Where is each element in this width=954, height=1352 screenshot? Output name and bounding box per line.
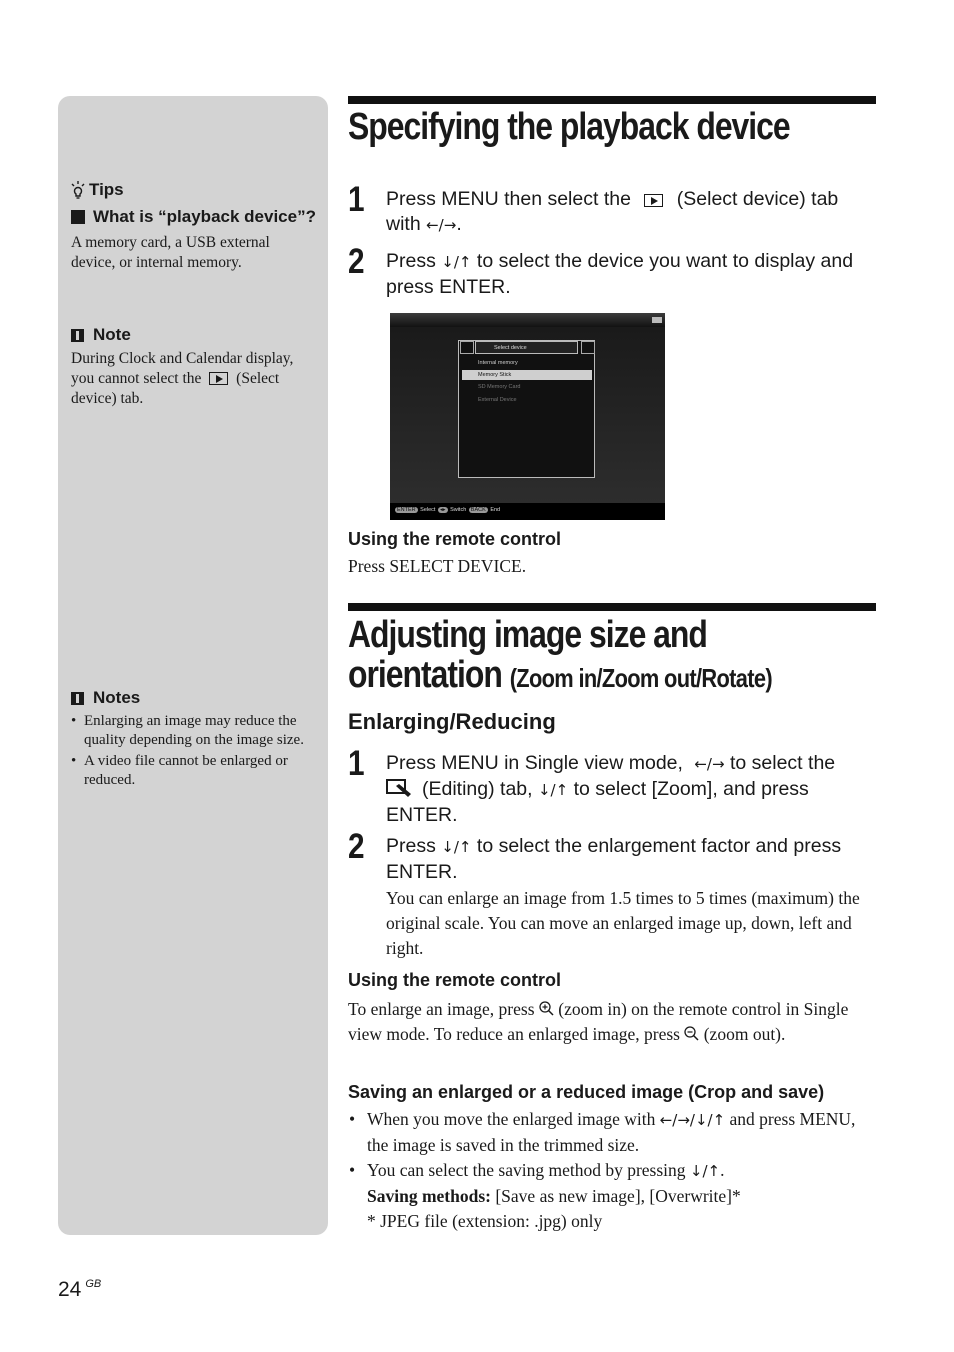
saving-methods-values: [Save as new image], [Overwrite]* [495, 1186, 741, 1206]
settings-tab-icon [581, 341, 595, 354]
left-right-arrows-icon: ←/→ [426, 216, 457, 234]
note-text-before: During Clock and Calendar display, you cannot select the [71, 350, 294, 387]
page-number [58, 1278, 101, 1302]
step-number: 1 [348, 180, 365, 219]
step-text-b: to select the device you want to display and press ENTER. [386, 250, 854, 298]
step-2-playback [348, 244, 876, 300]
remote-heading-1: Using the remote control [348, 529, 562, 549]
screen-item-internal: Internal memory [478, 360, 518, 366]
tips-block [71, 180, 316, 273]
bullet2-text-a: You can select the saving method by pressing [367, 1160, 686, 1180]
remote-text-a: To enlarge an image, press [348, 999, 535, 1019]
note-text [71, 349, 316, 409]
tips-question [71, 206, 316, 228]
enlarging-heading: Enlarging/Reducing [348, 709, 556, 734]
step-1-playback [348, 182, 876, 238]
notes-list [71, 712, 316, 789]
select-device-icon [209, 372, 228, 385]
note-heading-label: Note [93, 325, 131, 344]
step-text [386, 182, 876, 238]
notes-block [71, 688, 316, 792]
down-up-arrows-icon: ↓/↑ [441, 838, 472, 856]
step-text-c: (Editing) tab, [422, 778, 533, 800]
notes-heading [71, 688, 316, 708]
step-text [386, 829, 876, 885]
remote-heading-2: Using the remote control [348, 970, 562, 990]
down-up-arrows-icon: ↓/↑ [441, 253, 472, 271]
step-text [386, 244, 876, 300]
note-heading [71, 325, 316, 345]
list-item [348, 1107, 873, 1158]
tips-heading [71, 180, 316, 200]
step-number: 2 [348, 242, 365, 281]
section-title-zoom-line2 [348, 654, 772, 699]
list-item [348, 1158, 873, 1234]
tips-heading-label: Tips [89, 180, 124, 199]
down-up-arrows-icon: ↓/↑ [689, 1162, 721, 1180]
step-text-a: Press [386, 835, 436, 857]
step-text-b: (Select device) tab with [386, 188, 839, 235]
step-text-a: Press MENU in Single view mode, [386, 752, 683, 774]
screen-item-memory-stick: Memory Stick [462, 370, 592, 380]
edit-tab-icon [460, 341, 474, 354]
down-up-arrows-icon: ↓/↑ [537, 781, 569, 799]
screen-footer [394, 507, 500, 513]
note-icon [71, 329, 84, 342]
bullet2-text-end: . [720, 1160, 725, 1180]
footer-end: End [490, 507, 501, 513]
step-number: 1 [348, 744, 365, 783]
enter-key: ENTER [397, 507, 416, 513]
title-line2: orientation [348, 654, 502, 696]
editing-tab-icon [386, 779, 412, 799]
sidebar-panel [58, 96, 328, 1235]
step-description: You can enlarge an image from 1.5 times to 5 times (maximum) the original scale. You can move an enlarged image up, down, left and right. [386, 888, 860, 958]
zoom-out-icon [684, 1026, 699, 1041]
zoom-in-icon [539, 1001, 554, 1016]
section-title-playback: Specifying the playback device [348, 106, 790, 148]
step-number: 2 [348, 827, 365, 866]
page-number-value: 24 [58, 1278, 82, 1301]
square-bullet-icon [71, 210, 85, 224]
note-text-after: (Select device) tab. [71, 370, 280, 407]
crop-bullets [348, 1107, 873, 1234]
footer-switch: Switch [450, 507, 467, 513]
device-screen-image [390, 313, 665, 520]
step-text-a: Press MENU then select the [386, 188, 631, 210]
battery-icon [652, 317, 662, 323]
crop-heading: Saving an enlarged or a reduced image (Crop and save) [348, 1082, 825, 1102]
screen-item-external: External Device [478, 397, 517, 403]
page-suffix: GB [85, 1278, 102, 1290]
screen-top-bar [390, 313, 665, 327]
step-text-d: to select [Zoom], and press ENTER. [386, 778, 809, 826]
bullet1-text-a: When you move the enlarged image with [367, 1109, 656, 1129]
four-way-arrows-icon: ←/→/↓/↑ [659, 1111, 726, 1129]
remote-text-c: (zoom out). [703, 1024, 786, 1044]
remote-text-1: Press SELECT DEVICE. [348, 556, 527, 576]
notes-heading-label: Notes [93, 688, 141, 707]
tips-question-text: What is “playback device”? [93, 207, 316, 226]
remote-text-b: (zoom in) on the remote control in Single view mode. To reduce an enlarged image, press [348, 999, 849, 1044]
switch-key-icon: ◂▸ [440, 507, 446, 513]
section-rule [348, 603, 876, 611]
section-title-zoom-line1: Adjusting image size and [348, 614, 707, 656]
note-block [71, 325, 316, 409]
select-device-tab [475, 341, 578, 354]
section-rule [348, 96, 876, 104]
list-item: • Enlarging an image may reduce the quality depending on the image size. [71, 712, 316, 749]
saving-methods-label: Saving methods: [367, 1186, 491, 1206]
remote-text-2 [348, 997, 868, 1047]
screen-item-sd: SD Memory Card [478, 384, 521, 390]
title-subtitle: (Zoom in/Zoom out/Rotate) [509, 663, 772, 693]
step-text-end: . [456, 213, 462, 235]
step-text [386, 746, 876, 828]
tips-answer: A memory card, a USB external device, or internal memory. [71, 234, 270, 271]
step-text-a: Press [386, 250, 436, 272]
list-item: • A video file cannot be enlarged or reduced. [71, 752, 316, 789]
step-text-b: to select the [729, 752, 836, 774]
step-2-zoom [348, 829, 876, 961]
lightbulb-icon [71, 181, 85, 199]
screen-tabs [460, 341, 600, 355]
step-text-b: to select the enlargement factor and press ENTER. [386, 835, 842, 883]
back-key: BACK [470, 507, 486, 513]
footer-select: Select [420, 507, 436, 513]
footnote: * JPEG file (extension: .jpg) only [367, 1211, 603, 1231]
tab-label: Select device [494, 345, 527, 351]
select-device-icon [644, 194, 663, 207]
left-right-arrows-icon: ←/→ [694, 755, 725, 773]
step-1-zoom [348, 746, 876, 828]
bullet1-text-b: and press MENU, the image is saved in the trimmed size. [367, 1109, 856, 1155]
note-icon [71, 692, 84, 705]
